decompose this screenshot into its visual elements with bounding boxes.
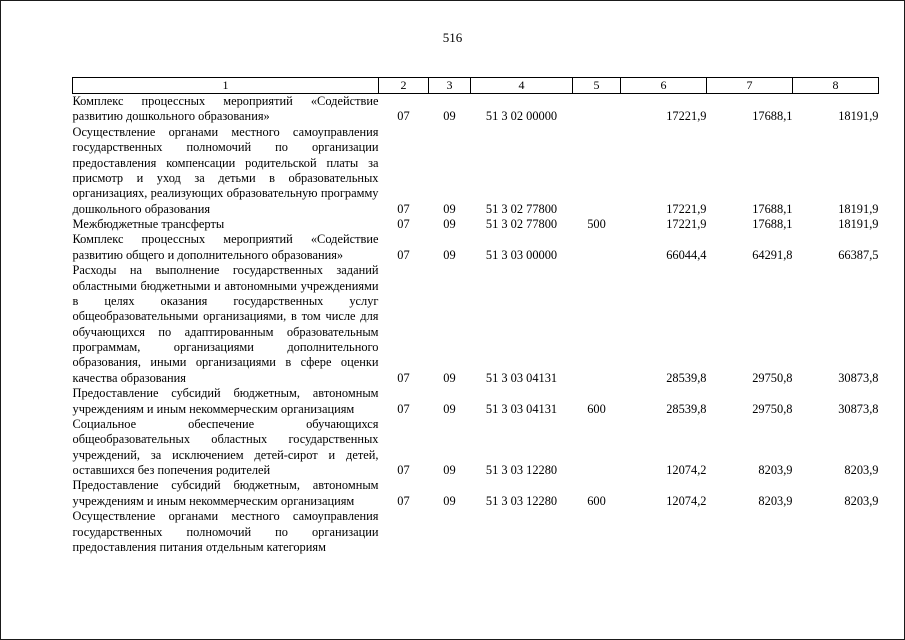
row-value: 600 — [587, 493, 606, 508]
row-value: 51 3 03 12280 — [485, 463, 558, 477]
row-label: Осуществление органами местного самоуправления государственных полномочий по организации предоставления питания отдельным категориям — [72, 509, 379, 554]
row-label: Комплекс процессных мероприятий «Содействие развитию общего и дополнительного образования» — [72, 232, 379, 262]
table-row — [73, 478, 879, 509]
row-value: 12074,2 — [666, 463, 707, 477]
row-value: 07 — [397, 217, 410, 231]
row-value: 09 — [443, 201, 456, 216]
row-value: 8203,9 — [844, 463, 879, 477]
row-label: Осуществление органами местного самоуправления государственных полномочий по организации предоставления компенсации родительской платы за присмотр и уход за детьми в образовательных организациях, реализующих образовательную программу дошкольного образования — [72, 124, 379, 216]
row-value: 8203,9 — [758, 463, 793, 477]
table-row — [73, 125, 879, 217]
row-value: 09 — [443, 217, 456, 231]
table-row — [73, 94, 879, 125]
row-value — [573, 417, 621, 479]
row-value: 09 — [443, 109, 456, 124]
row-value: 07 — [397, 201, 410, 216]
row-value: 17688,1 — [752, 201, 793, 216]
row-value: 09 — [443, 247, 456, 262]
row-value: 51 3 02 77800 — [485, 217, 558, 231]
row-value: 51 3 02 77800 — [485, 201, 558, 216]
row-value: 66044,4 — [666, 247, 707, 262]
row-value: 17688,1 — [752, 217, 793, 231]
row-label: Комплекс процессных мероприятий «Содействие развитию дошкольного образования» — [72, 94, 379, 124]
table-row — [73, 509, 879, 555]
table-header-row — [73, 78, 879, 94]
column-header: 3 — [429, 78, 471, 94]
row-value: 17688,1 — [752, 109, 793, 124]
row-value: 8203,9 — [844, 493, 879, 508]
table-row — [73, 417, 879, 479]
row-value: 29750,8 — [752, 401, 793, 416]
row-value — [707, 509, 793, 555]
row-value: 07 — [397, 109, 410, 124]
row-value: 17221,9 — [666, 201, 707, 216]
row-value: 30873,8 — [838, 370, 879, 385]
row-value: 29750,8 — [752, 370, 793, 385]
row-value: 600 — [587, 401, 606, 416]
row-value: 18191,9 — [838, 201, 879, 216]
column-header: 1 — [73, 78, 379, 94]
row-label: Межбюджетные трансферты — [72, 217, 225, 231]
row-value: 51 3 03 12280 — [485, 493, 558, 508]
column-header: 6 — [621, 78, 707, 94]
table-row — [73, 232, 879, 263]
row-value: 18191,9 — [838, 109, 879, 124]
budget-table — [72, 77, 879, 555]
row-value: 07 — [397, 463, 410, 477]
column-header: 8 — [793, 78, 879, 94]
row-value: 09 — [443, 493, 456, 508]
table-row — [73, 217, 879, 232]
row-value: 09 — [443, 370, 456, 385]
row-value: 51 3 03 00000 — [485, 247, 558, 262]
row-value: 07 — [397, 493, 410, 508]
row-value — [573, 263, 621, 386]
row-value — [573, 94, 621, 125]
table-row — [73, 263, 879, 386]
row-value — [573, 232, 621, 263]
row-label: Расходы на выполнение государственных заданий областными бюджетными и автономными учреждениями в целях оказания государственных услуг общеобразовательными организациями, в том числе для обучающихся по адаптированным образовательным программам, организациями дополнительного образования, иными организациями в сфере оценки качества образования — [72, 263, 379, 385]
row-value — [621, 509, 707, 555]
row-value: 07 — [397, 370, 410, 385]
table-row — [73, 386, 879, 417]
row-value: 18191,9 — [838, 217, 879, 231]
row-value — [471, 509, 573, 555]
row-value — [429, 509, 471, 555]
row-value: 8203,9 — [758, 493, 793, 508]
row-value: 28539,8 — [666, 401, 707, 416]
row-value — [793, 509, 879, 555]
row-value — [573, 125, 621, 217]
row-value: 09 — [443, 401, 456, 416]
column-header: 2 — [379, 78, 429, 94]
column-header: 7 — [707, 78, 793, 94]
row-value: 64291,8 — [752, 247, 793, 262]
row-label: Социальное обеспечение обучающихся общеобразовательных областных государственных учреждений, за исключением детей-сирот и детей, оставшихся без попечения родителей — [72, 416, 379, 477]
row-value: 500 — [587, 217, 606, 231]
row-value: 12074,2 — [666, 493, 707, 508]
row-value: 17221,9 — [666, 109, 707, 124]
page-number: 516 — [442, 30, 463, 45]
row-label: Предоставление субсидий бюджетным, автономным учреждениям и иным некоммерческим организациям — [72, 478, 379, 508]
row-value: 51 3 02 00000 — [485, 109, 558, 124]
row-value: 30873,8 — [838, 401, 879, 416]
row-value — [379, 509, 429, 555]
column-header: 5 — [573, 78, 621, 94]
row-value: 28539,8 — [666, 370, 707, 385]
row-value: 17221,9 — [666, 217, 707, 231]
row-value — [573, 509, 621, 555]
column-header: 4 — [471, 78, 573, 94]
row-value: 07 — [397, 401, 410, 416]
row-value: 51 3 03 04131 — [485, 401, 558, 416]
row-value: 51 3 03 04131 — [485, 370, 558, 385]
row-value: 66387,5 — [838, 247, 879, 262]
row-label: Предоставление субсидий бюджетным, автономным учреждениям и иным некоммерческим организациям — [72, 386, 379, 416]
row-value: 09 — [443, 463, 456, 477]
row-value: 07 — [397, 247, 410, 262]
